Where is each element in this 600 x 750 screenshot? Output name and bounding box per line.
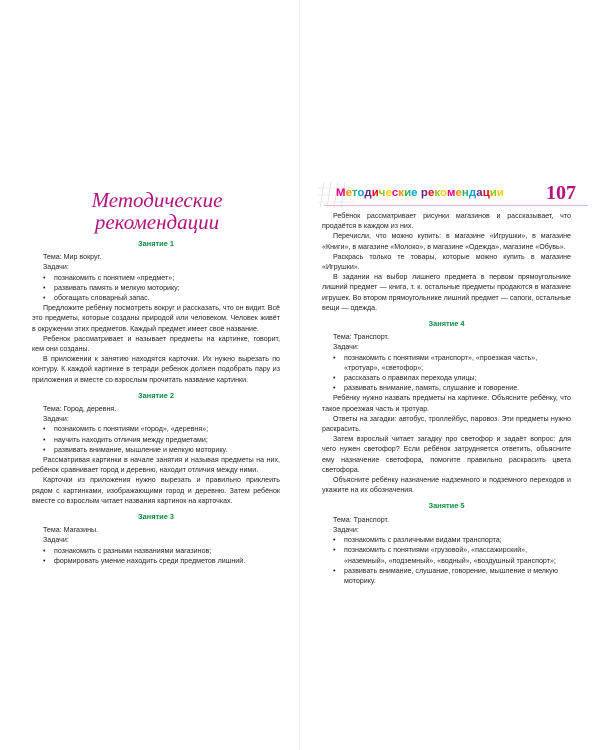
lesson-5-heading: Занятие 5 [428,501,465,511]
list-item: • развивать внимание, память, слушание и говорение. [333,383,571,393]
header-rule [324,205,588,206]
running-title-letter: е [411,187,418,199]
section-title [52,189,262,233]
running-title-letter: е [345,187,352,199]
list-item: • развивать память и мелкую моторику; [43,283,280,293]
list-item: • познакомить с различными видами транспорта; [333,535,571,545]
running-title-letter: м [446,187,456,199]
list-item: • научить находить отличия между предметами; [43,435,280,445]
lesson-2-task-list [32,424,280,455]
running-title-letter: н [461,187,469,199]
list-item: • развивать внимание, мышление и мелкую моторику. [43,445,280,455]
lesson-1-task-list [32,273,280,304]
paragraph: В приложении к занятию находятся карточки. Их нужно вырезать по контуру. К каждой картинке в тетради ребенок должен подобрать пару из приложения и вместе со взрослым прочитать название картинки. [32,355,280,384]
lesson-4-tasks-label: Задачи: [333,343,359,352]
running-header [336,182,586,205]
running-title-letter: д [364,187,372,199]
paragraph: Предложите ребёнку посмотреть вокруг и рассказать, что он видит. Всё это предметы, которые созданы природой или человеком. Человек живёт в окружении этих предметов. Каждый предмет имеет своё название. [32,304,280,333]
running-title-letter: и [496,187,505,199]
paragraph: Затем взрослый читает загадку про светофор и задаёт вопрос: для чего нужен светофор? Если ребёнок затрудняется ответить, объясните ему назначение светофора, помогите правильно раскрасить цвета светофора. [322,435,571,474]
lesson-2-tasks-label: Задачи: [43,415,69,424]
paragraph: Перечисли, что можно купить: в магазине «Игрушки», в магазине «Книги», в магазине «Молоко», в магазине «Одежда», магазине «Обувь». [322,232,571,251]
paragraph: Ответы на загадки: автобус, троллейбус, паровоз. Эти предметы нужно раскрасить. [322,414,571,434]
lesson-3-topic: Тема: Магазины. [43,526,99,535]
running-title [336,187,504,199]
paragraph: Ребёнку нужно назвать предметы на картинке. Объясните ребёнку, что такое проезжая часть и тротуар. [322,394,571,413]
section-title-line2: рекомендации [94,210,220,234]
lesson-5-task-list [322,535,571,586]
running-title-letter: а [476,187,483,199]
paragraph: Объясните ребёнку назначение надземного и подземного переходов и укажите на их обозначения. [322,476,571,495]
running-title-letter: т [351,187,358,199]
paragraph: Карточки из приложения нужно вырезать и правильно приклеить рядом с картинками, изображающими город и деревню. Затем ребёнок вместе со взрослым читает названия картинок на карточках. [32,476,280,505]
lesson-3-tasks-label: Задачи: [43,536,69,545]
running-title-letter: М [336,187,346,199]
list-item: • познакомить с понятиями «город», «деревня»; [43,424,280,434]
running-title-letter: о [440,187,447,199]
lesson-4-task-list [322,353,571,394]
list-item: • познакомить с понятием «предмет»; [43,273,280,283]
running-title-letter: к [434,187,441,199]
paragraph: В задании на выбор лишнего предмета в первом прямоугольнике лишний предмет — книга, т. к. остальные предметы продаются в магазине игрушек. Во втором прямоугольнике лишний предмет — сапоги, остальные вещи — одежда. [322,273,571,312]
list-item: • познакомить с разными названиями магазинов; [43,546,280,556]
running-title-letter: с [391,187,399,199]
lesson-5-topic: Тема: Транспорт. [333,515,389,524]
list-item: • обогащать словарный запас. [43,293,280,303]
list-item: • познакомить с понятиями «транспорт», «проезжая часть», «тротуар», «светофор»; [333,353,571,373]
running-title-letter: и [489,187,497,199]
list-item: • рассказать о правилах перехода улицы; [333,373,571,383]
lesson-1-heading: Занятие 1 [138,239,174,248]
running-title-letter: е [455,187,462,199]
paragraph: Рассматривая картинки в начале занятия и называя предметы на них, ребёнок сравнивает город и деревню, находит отличия между ними. [32,456,280,475]
lesson-2-heading: Занятие 2 [138,390,174,400]
lesson-2-topic: Тема: Город, деревня. [43,405,117,414]
running-title-letter: ч [378,187,386,199]
lesson-4-heading: Занятие 4 [428,319,465,329]
page-number: 107 [546,182,576,204]
lesson-4-topic: Тема: Транспорт. [333,333,389,342]
right-text-column [322,211,571,586]
list-item: • познакомить с понятиями «грузовой», «пассажирский», «наземный», «подземный», «водный», «воздушный транспорт»; [333,545,571,565]
lesson-1-topic: Тема: Мир вокруг. [43,253,102,262]
running-title-letter: д [468,187,477,199]
left-text-column [32,239,280,566]
running-title-letter: р [420,187,428,199]
running-title-letter: и [371,187,379,199]
lesson-3-heading: Занятие 3 [138,512,174,522]
paragraph: Ребёнок рассматривает рисунки магазинов и рассказывает, что продаётся в каждом из них. [322,212,571,231]
lesson-3-task-list [32,546,280,566]
running-title-letter: о [357,187,365,199]
running-title-letter: е [385,187,392,199]
running-title-letter: и [404,187,412,199]
list-item: • формировать умение находить среди предметов лишний. [43,556,280,566]
section-title-line1: Методические [91,188,223,212]
running-title-letter: к [398,187,405,199]
right-page [300,0,600,750]
list-item: • развивать внимание, слушание, говорение, мышление и мелкую моторику. [333,566,571,586]
paragraph: Раскрась только те товары, которые можно купить в магазине «Игрушки». [322,252,571,272]
running-title-letter: е [427,187,435,199]
running-title-letter: ц [482,187,490,199]
lesson-1-tasks-label: Задачи: [43,263,69,272]
lesson-5-tasks-label: Задачи: [333,525,359,534]
paragraph: Ребенок рассматривает и называет предметы на картинке, говорит, кем они созданы. [32,334,280,354]
